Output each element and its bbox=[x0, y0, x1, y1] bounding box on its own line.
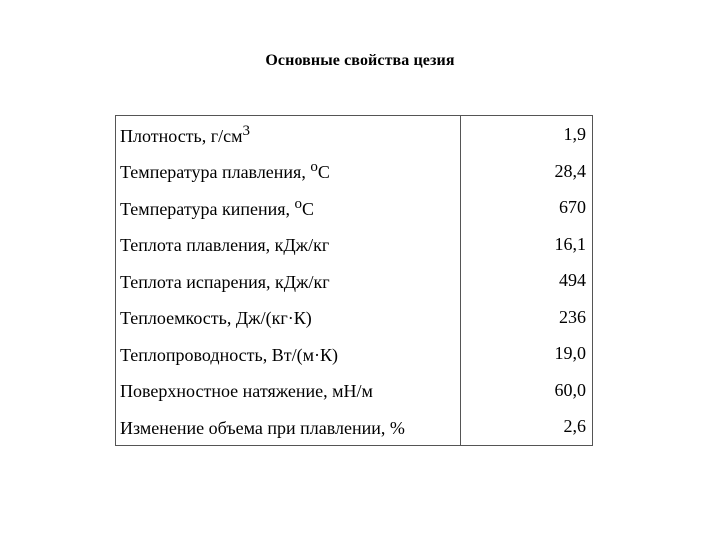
properties-table bbox=[115, 115, 593, 446]
table-row bbox=[116, 189, 593, 226]
property-value: 494 bbox=[461, 262, 593, 299]
property-value: 1,9 bbox=[461, 116, 593, 153]
property-value: 236 bbox=[461, 299, 593, 336]
property-value: 28,4 bbox=[461, 153, 593, 190]
table-row bbox=[116, 116, 593, 153]
table-row bbox=[116, 408, 593, 445]
property-label: Плотность, $г/см^3$ bbox=[116, 116, 461, 153]
table-row bbox=[116, 153, 593, 190]
table-row bbox=[116, 372, 593, 409]
property-label: Поверхностное натяжение, мН/м bbox=[116, 372, 461, 409]
property-value: 19,0 bbox=[461, 335, 593, 372]
property-value: 60,0 bbox=[461, 372, 593, 409]
table-row bbox=[116, 226, 593, 263]
table-row bbox=[116, 262, 593, 299]
property-value: 2,6 bbox=[461, 408, 593, 445]
table-row bbox=[116, 335, 593, 372]
property-value: 16,1 bbox=[461, 226, 593, 263]
property-label: Теплоемкость, Дж/(кг·К) bbox=[116, 299, 461, 336]
property-label: Температура кипения, $^о$С bbox=[116, 189, 461, 226]
property-label: Теплота испарения, кДж/кг bbox=[116, 262, 461, 299]
property-label: Температура плавления, $^о$С bbox=[116, 153, 461, 190]
table-row bbox=[116, 299, 593, 336]
property-value: 670 bbox=[461, 189, 593, 226]
page-title: Основные свойства цезия bbox=[265, 52, 455, 69]
property-label: Теплота плавления, кДж/кг bbox=[116, 226, 461, 263]
property-label: Изменение объема при плавлении, % bbox=[116, 408, 461, 445]
property-label: Теплопроводность, Вт/(м·К) bbox=[116, 335, 461, 372]
